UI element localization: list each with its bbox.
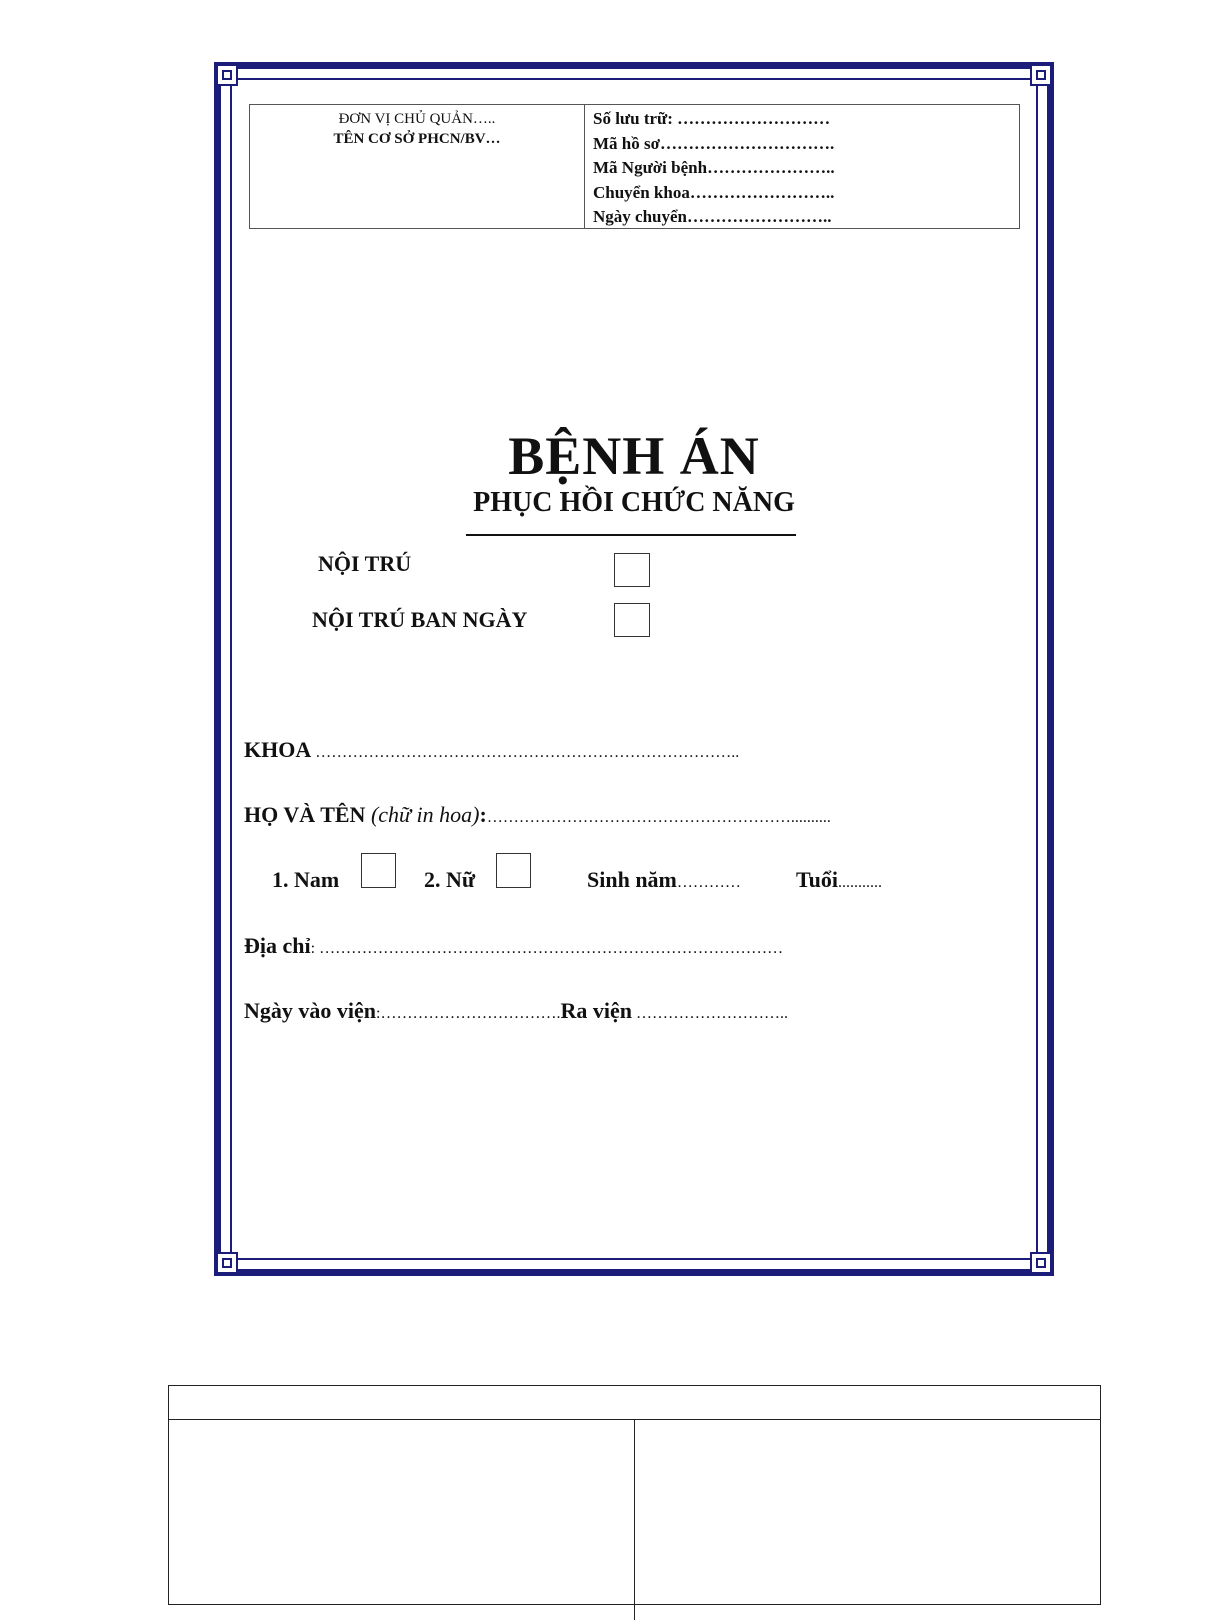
corner-ornament-top-left: [216, 64, 238, 86]
discharge-blank[interactable]: ………………………..: [631, 1005, 788, 1022]
inpatient-checkbox[interactable]: [614, 553, 650, 587]
title-underline: [466, 534, 796, 536]
female-label: 2. Nữ: [424, 867, 476, 892]
document-subtitle: PHỤC HỒI CHỨC NĂNG: [473, 487, 795, 518]
header-right-cell: [585, 105, 1019, 228]
day-inpatient-checkbox[interactable]: [614, 603, 650, 637]
birth-year-label: Sinh năm: [587, 867, 677, 892]
address-blank[interactable]: : ……………………………………………………………………………: [310, 940, 784, 957]
table-row: [169, 1420, 1100, 1620]
full-name-colon: :: [479, 802, 487, 827]
department-blank[interactable]: ……………………………………………………………………..: [311, 744, 740, 761]
transfer-date: Ngày chuyển……………………..: [593, 207, 832, 226]
male-label: 1. Nam: [272, 867, 340, 892]
next-page-table: [168, 1385, 1101, 1605]
full-name-label: HỌ VÀ TÊN: [244, 802, 366, 827]
admission-blank[interactable]: :…………………………….: [376, 1005, 561, 1022]
corner-ornament-bottom-left: [216, 1252, 238, 1274]
male-checkbox[interactable]: [361, 853, 396, 888]
table-cell-left: [169, 1420, 634, 1620]
transfer-department: Chuyển khoa……………………..: [593, 182, 835, 202]
birth-year-field: [587, 867, 741, 893]
corner-ornament-bottom-right: [1030, 1252, 1052, 1274]
full-name-field: [244, 802, 831, 828]
page-border-inner: [230, 78, 1038, 1260]
birth-year-blank[interactable]: …………: [676, 874, 741, 891]
document-title: BỆNH ÁN: [508, 426, 760, 486]
age-label: Tuổi: [796, 867, 839, 892]
inpatient-label: NỘI TRÚ: [318, 551, 412, 576]
table-cell-right: [634, 1420, 1100, 1620]
address-label: Địa chỉ: [244, 933, 311, 958]
header-table: [249, 104, 1020, 229]
day-inpatient-label: NỘI TRÚ BAN NGÀY: [312, 607, 528, 632]
address-field: [244, 933, 783, 959]
managing-unit: ĐƠN VỊ CHỦ QUẢN…..: [338, 111, 496, 127]
age-field: [796, 867, 882, 893]
full-name-hint: (chữ in hoa): [370, 802, 480, 827]
admission-field: [244, 998, 788, 1024]
header-left-cell: [250, 105, 585, 228]
record-code: Mã hồ sơ………………………….: [593, 133, 835, 153]
storage-number: Số lưu trữ: ………………………: [593, 109, 831, 128]
admission-label: Ngày vào viện: [244, 998, 376, 1023]
corner-ornament-top-right: [1030, 64, 1052, 86]
department-field: [244, 737, 739, 763]
patient-code: Mã Người bệnh…………………..: [593, 158, 835, 177]
discharge-label: Ra viện: [560, 998, 632, 1023]
female-checkbox[interactable]: [496, 853, 531, 888]
department-label: KHOA: [244, 737, 312, 762]
age-blank[interactable]: ...........: [838, 874, 883, 891]
full-name-blank[interactable]: …………………………………………………..........: [486, 809, 831, 826]
table-header-row: [169, 1386, 1100, 1420]
facility-name: TÊN CƠ SỞ PHCN/BV…: [333, 131, 501, 147]
